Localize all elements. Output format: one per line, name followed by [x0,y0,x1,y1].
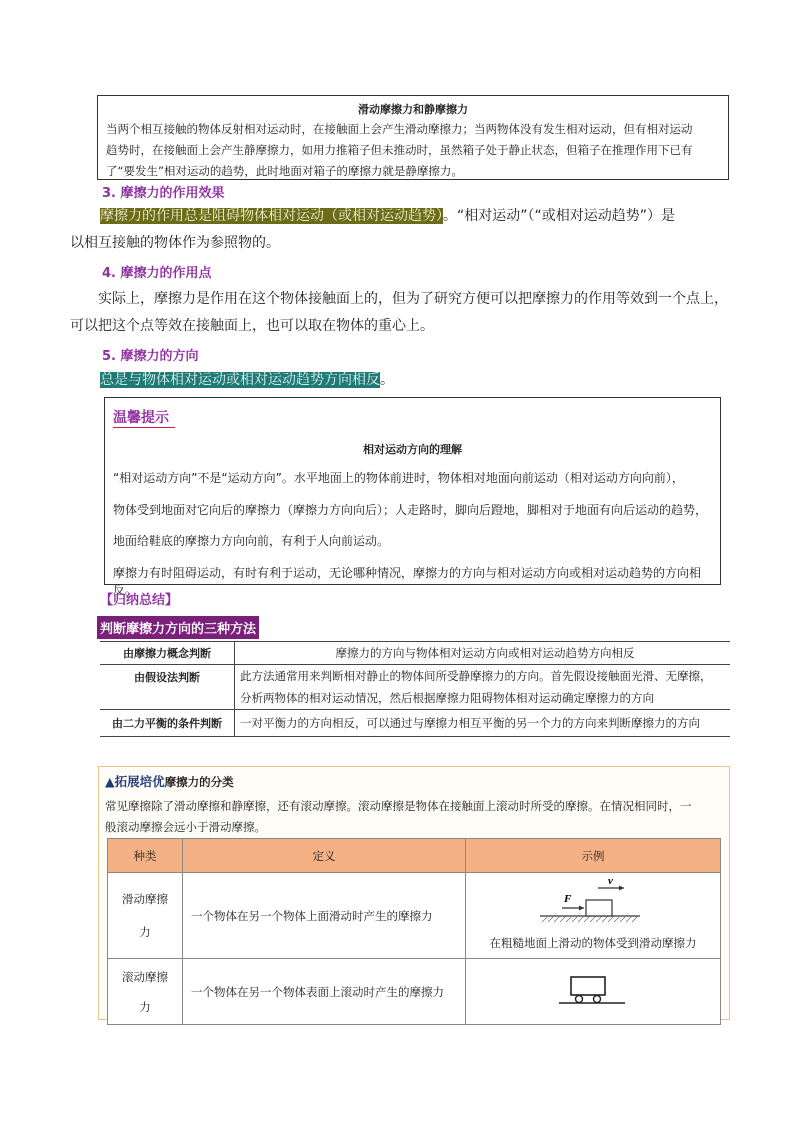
section-3-heading: 3. 摩擦力的作用效果 [102,186,225,201]
method-line: 分析两物体的相对运动情况，然后根据摩擦力阻碍物体相对运动确定摩擦力的方向 [240,691,654,705]
block [586,900,612,916]
section-4-heading: 4. 摩擦力的作用点 [102,266,212,281]
method-value: 一对平衡力的方向相反，可以通过与摩擦力相互平衡的另一个力的方向来判断摩擦力的方向 [235,710,731,737]
def-cell: 一个物体在另一个物体表面上滚动时产生的摩擦力 [183,959,466,1025]
section-3-line2: 以相互接触的物体作为参照物的。 [70,235,280,251]
extension-subtitle: 摩擦力的分类 [164,775,234,789]
def-cell: 一个物体在另一个物体上面滑动时产生的摩擦力 [183,873,466,959]
box-line: 了“要发生”相对运动的趋势，此时地面对箱子的摩擦力就是静摩擦力。 [106,164,463,178]
velocity-label: v [608,875,613,887]
friction-types-table [107,838,721,1025]
section-4-line2: 可以把这个点等效在接触面上，也可以取在物体的重心上。 [70,318,434,334]
method-key: 由摩擦力概念判断 [100,642,235,665]
velocity-arrowhead [619,886,624,891]
tip-title: 相对运动方向的理解 [363,443,462,456]
example-cell [466,873,721,959]
section-5-heading: 5. 摩擦力的方向 [102,349,199,364]
extension-box [98,766,730,1020]
col-header: 种类 [108,839,183,873]
tip-line: 物体受到地面对它向后的摩擦力（摩擦力方向向后）；人走路时，脚向后蹬地，脚相对于地面有向后运动的趋势， [113,503,708,517]
cart-body [571,977,605,995]
box-paragraph [98,119,728,182]
table-row [100,665,730,710]
kind-line: 力 [139,999,151,1014]
box-line: 趋势时，在接触面上会产生静摩擦力，如用力推箱子但未推动时，虽然箱子处于静止状态，但箱子在推理作用下已有 [106,143,693,157]
method-line: 此方法通常用来判断相对静止的物体间所受静摩擦力的方向。首先假设接触面光滑、无摩擦， [240,669,712,683]
methods-title: 判断摩擦力方向的三种方法 [97,616,259,639]
summary-tag: 【归纳总结】 [100,593,179,608]
tip-line: 地面给鞋底的摩擦力方向向前，有利于人向前运动。 [113,534,390,548]
method-key: 由二力平衡的条件判断 [100,710,235,737]
table-row [108,959,721,1025]
col-header: 定义 [183,839,466,873]
kind-line: 力 [139,924,151,939]
method-value: 摩擦力的方向与物体相对运动方向或相对运动趋势方向相反 [235,642,731,665]
box-line: 当两个相互接触的物体反射相对运动时，在接触面上会产生滑动摩擦力；当两物体没有发生相对运动，但有相对运动 [106,122,693,136]
table-header-row [108,839,721,873]
example-cell [466,959,721,1025]
table-row [108,873,721,959]
example-caption: 在粗糙地面上滑动的物体受到滑动摩擦力 [489,936,697,950]
table-row [100,710,730,737]
table-row [100,642,730,665]
force-arrowhead [579,906,584,911]
section-5-rest: 。 [380,372,394,388]
section-5-text [100,367,394,394]
method-key: 由假设法判断 [100,665,235,710]
kind-cell [108,873,183,959]
tip-line: “相对运动方向”不是“运动方向”。水平地面上的物体前进时，物体相对地面向前运动（相对运动方向向前）， [113,471,684,485]
method-value [235,665,731,710]
force-label: F [564,893,572,905]
sliding-block-diagram [528,874,658,928]
cart-wheel [594,996,601,1003]
section-4-line1: 实际上，摩擦力是作用在这个物体接触面上的，但为了研究方便可以把摩擦力的作用等效到一个点上， [98,291,728,307]
kind-line: 滚动摩擦 [122,969,168,984]
extension-head: ▲拓展培优 [105,774,165,789]
tip-underline [113,427,175,428]
intro-line: 般滚动摩擦会远小于滑动摩擦。 [105,820,266,834]
extension-heading [105,772,234,790]
tip-label [113,407,169,427]
ground-hatch [542,916,638,922]
cart-wheel [576,996,583,1003]
tip-box [104,397,721,597]
intro-line: 常见摩擦除了滑动摩擦和静摩擦，还有滚动摩擦。滚动摩擦是物体在接触面上滚动时所受的摩擦。在情况相同时，一 [105,799,692,813]
kind-line: 滑动摩擦 [122,891,168,906]
section-3-text [100,203,730,230]
methods-table [100,641,730,737]
section-3-rest: 。“相对运动”（“或相对运动趋势”）是 [443,208,676,224]
highlight-text: 总是与物体相对运动或相对运动趋势方向相反 [100,372,380,388]
kind-cell [108,959,183,1025]
rolling-cart-diagram [553,973,633,1007]
highlight-text: 摩擦力的作用总是阻碍物体相对运动（或相对运动趋势） [100,208,443,224]
box-title: 滑动摩擦力和静摩擦力 [358,103,468,116]
sliding-static-box [97,95,729,180]
tip-label-text: 温馨提示 [113,410,169,426]
tip-line: 摩擦力有时阻碍运动，有时有利于运动，无论哪种情况，摩擦力的方向与相对运动方向或相对运动趋势的方向相反。 [113,566,702,597]
col-header: 示例 [466,839,721,873]
extension-intro [105,796,721,838]
